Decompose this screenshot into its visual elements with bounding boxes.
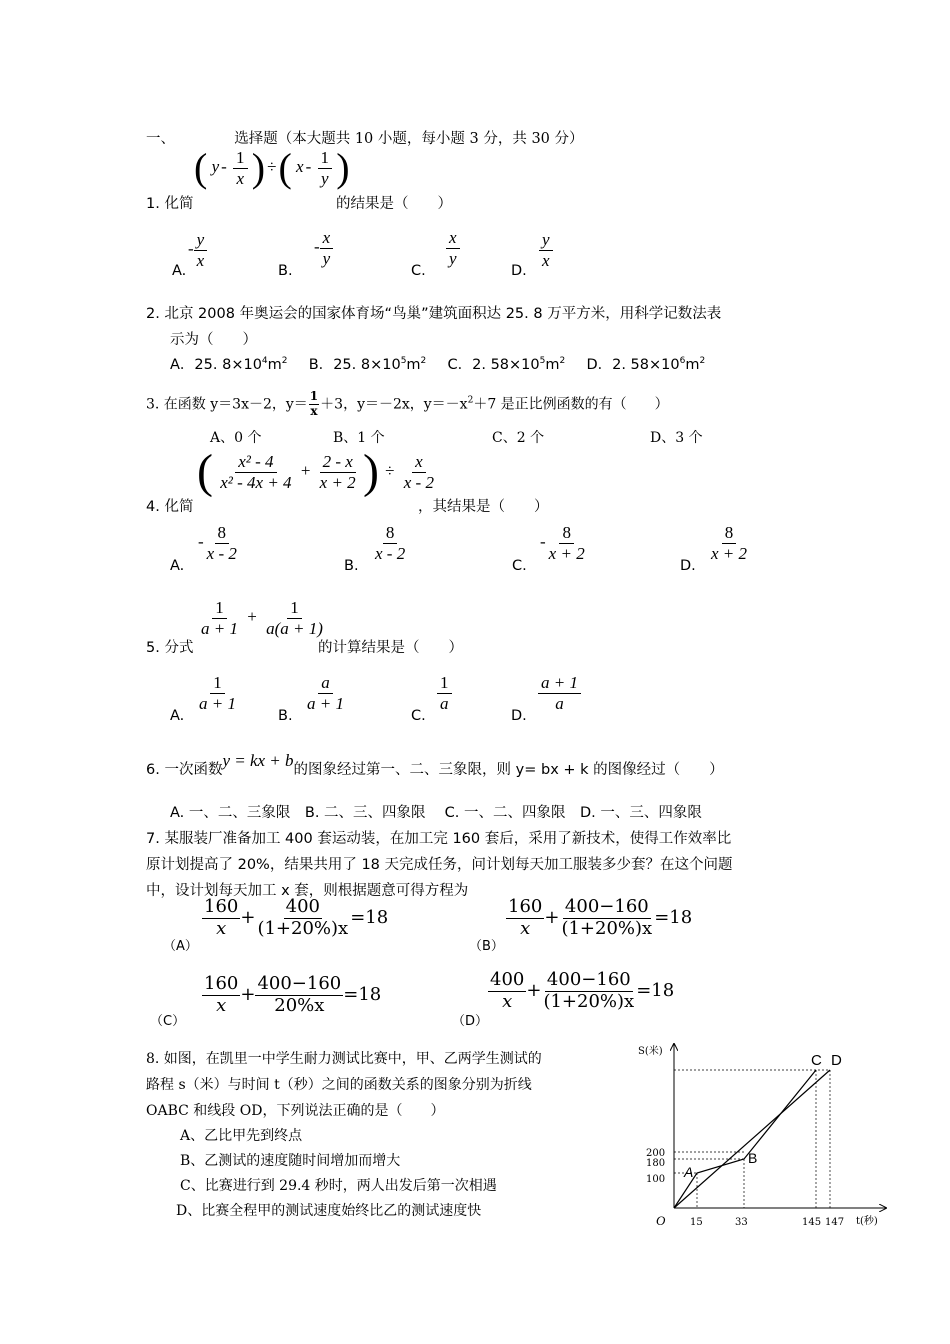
q2-option-c: C．2. $58\times 10^5m^2$ [447, 356, 566, 373]
q7-option-d-label: （D） [452, 1014, 489, 1029]
q8-option-b: B、乙测试的速度随时间增加而增大 [180, 1153, 401, 1169]
q7-option-a-equation: $\frac{160}{x}$ + $\frac{400}{(1+20\%)x}$ =18 [204, 896, 389, 939]
q6-stem: 6. 一次函数y = kx + b的图象经过第一、二、三象限，则 y= bx + k 的图像经过（ ） [146, 751, 724, 778]
y-tick-180: 180 [646, 1158, 666, 1169]
q2-option-b: B．25. $8\times 10^5m^2$ [308, 356, 427, 373]
q4-option-b-frac: $\frac{8}{x - 2}$ [375, 523, 406, 563]
q1-option-d: D. [511, 263, 527, 279]
point-d-label: D [831, 1052, 842, 1069]
q4-option-d-frac: $\frac{8}{x + 2}$ [711, 523, 748, 563]
q7-option-b-label: （B） [469, 939, 504, 954]
q3-option-d: D、3 个 [650, 430, 703, 446]
y-tick-100: 100 [646, 1174, 666, 1185]
line-oabc [674, 1070, 816, 1208]
q8-option-c: C、比赛进行到 29.4 秒时，两人出发后第一次相遇 [180, 1178, 497, 1194]
q5-option-b: B. [278, 708, 293, 724]
section-title: 选择题（本大题共 10 小题，每小题 3 分，共 30 分） [234, 131, 584, 147]
q8-stem: 8. 如图，在凯里一中学生耐力测试比赛中，甲、乙两学生测试的 路程 s（米）与时间 t（秒）之间的函数关系的图象分别为折线 OABC 和线段 OD，下列说法正确的是（ ） [146, 1051, 542, 1119]
q5-lead: 5. 分式 [146, 640, 194, 656]
y-tick-200: 200 [646, 1148, 666, 1159]
q4-tail: ，其结果是（ ） [418, 499, 549, 515]
q5-option-d: D. [511, 708, 527, 724]
q7-option-c-label: （C） [150, 1014, 186, 1029]
q4-option-c-frac: - $\frac{8}{x + 2}$ [540, 523, 585, 563]
q7-option-b-equation: $\frac{160}{x}$ + $\frac{400-160}{(1+20\%)x}$ =18 [508, 896, 693, 939]
q4-option-b: B. [344, 558, 359, 574]
q1-option-c: C. [411, 263, 426, 279]
q2-option-a: A．25. $8\times 10^4m^2$ [170, 356, 288, 373]
q1-option-a: A. [172, 263, 187, 279]
q8-option-d: D、比赛全程甲的测试速度始终比乙的测试速度快 [176, 1203, 482, 1219]
q6-options: A. 一、二、三象限 B. 二、三、四象限 C. 一、二、四象限 D. 一、三、四象限 [170, 805, 702, 821]
q2-line2: 示为（ ） [170, 332, 257, 348]
q3-option-b: B、1 个 [333, 430, 385, 446]
q1-expression: ( y - $\frac{1}{x}$ ) ÷( x - $\frac{1}{y}$ ) [194, 145, 350, 191]
q2-line1: 2. 北京 2008 年奥运会的国家体育场“鸟巢”建筑面积达 25. 8 万平方米，用科学记数法表 [146, 306, 722, 322]
point-c-label: C [811, 1052, 822, 1069]
q5-tail: 的计算结果是（ ） [318, 640, 463, 656]
x-tick-33: 33 [735, 1217, 748, 1228]
q1-lead: 1. 化简 [146, 196, 194, 212]
x-tick-147: 147 [825, 1217, 845, 1228]
x-tick-15: 15 [690, 1217, 703, 1228]
q7-option-c-equation: $\frac{160}{x}$ + $\frac{400-160}{20\%x}$ =18 [204, 973, 382, 1016]
origin-label: O [656, 1213, 666, 1228]
q1-option-b: B. [278, 263, 293, 279]
q1-option-b-frac: - $\frac{x}{y}$ [314, 228, 333, 268]
q1-tail: 的结果是（ ） [336, 196, 452, 212]
distance-time-graph [636, 1036, 896, 1236]
q5-option-d-frac: $\frac{a + 1}{a}$ [538, 673, 581, 713]
section-number: 一、 [146, 131, 175, 147]
q4-option-a-frac: - $\frac{8}{x - 2}$ [198, 523, 237, 563]
q1-option-c-frac: $\frac{x}{y}$ [446, 228, 460, 268]
y-axis-label: S(米) [638, 1046, 663, 1057]
x-tick-145: 145 [802, 1217, 822, 1228]
q4-option-c: C. [512, 558, 527, 574]
point-b-label: B [748, 1150, 758, 1166]
q5-option-b-frac: $\frac{a}{a + 1}$ [307, 673, 344, 713]
q7-stem: 7. 某服装厂准备加工 400 套运动装，在加工完 160 套后，采用了新技术，使得工作效率比 原计划提高了 20%，结果共用了 18 天完成任务，问计划每天加工服装多少套？在这个问题 中，设计划每天加工 x 套，则根据题意可得方程为 [146, 831, 733, 899]
q2-options [170, 353, 705, 374]
q5-option-c-frac: $\frac{1}{a}$ [437, 673, 452, 713]
q3-option-c: C、2 个 [492, 430, 545, 446]
q8-options [176, 1124, 497, 1224]
q3-stem: 3. 在函数 y＝3x－2，y＝ $\frac{1}{x}$ ＋3，y＝－2x，$y=-x^2+7$ 是正比例函数的有（ ） [146, 389, 669, 418]
line-od [674, 1070, 830, 1208]
q5-expression: $\frac{1}{a + 1}$ + $\frac{1}{a(a + 1)}$ [201, 598, 323, 638]
point-a-label: A [684, 1164, 694, 1180]
q5-option-c: C. [411, 708, 426, 724]
q4-option-a: A. [170, 558, 185, 574]
q5-option-a-frac: $\frac{1}{a + 1}$ [199, 673, 236, 713]
q5-option-a: A. [170, 708, 185, 724]
section-heading [146, 127, 584, 148]
q4-option-d: D. [680, 558, 696, 574]
q4-expression: ( $\frac{\text{x² - 4}}{\text{x² - 4x + 4}}$ + $\frac{2 - x}{x + 2}$ ) ÷ $\frac{x}{x - 2}$ [197, 445, 434, 498]
q8-option-a: A、乙比甲先到终点 [180, 1128, 303, 1144]
x-axis-label: t(秒) [856, 1216, 878, 1227]
q2-option-d: D．2. $58\times 10^6m^2$ [586, 356, 706, 373]
q1-option-a-frac: - $\frac{y}{x}$ [188, 230, 207, 270]
q3-option-a: A、0 个 [210, 430, 262, 446]
q1-option-d-frac: $\frac{y}{x}$ [539, 230, 553, 270]
q4-lead: 4. 化简 [146, 499, 194, 515]
q7-option-d-equation: $\frac{400}{x}$ + $\frac{400-160}{(1+20\%)x}$ =18 [490, 969, 675, 1012]
q7-option-a-label: （A） [163, 939, 198, 954]
